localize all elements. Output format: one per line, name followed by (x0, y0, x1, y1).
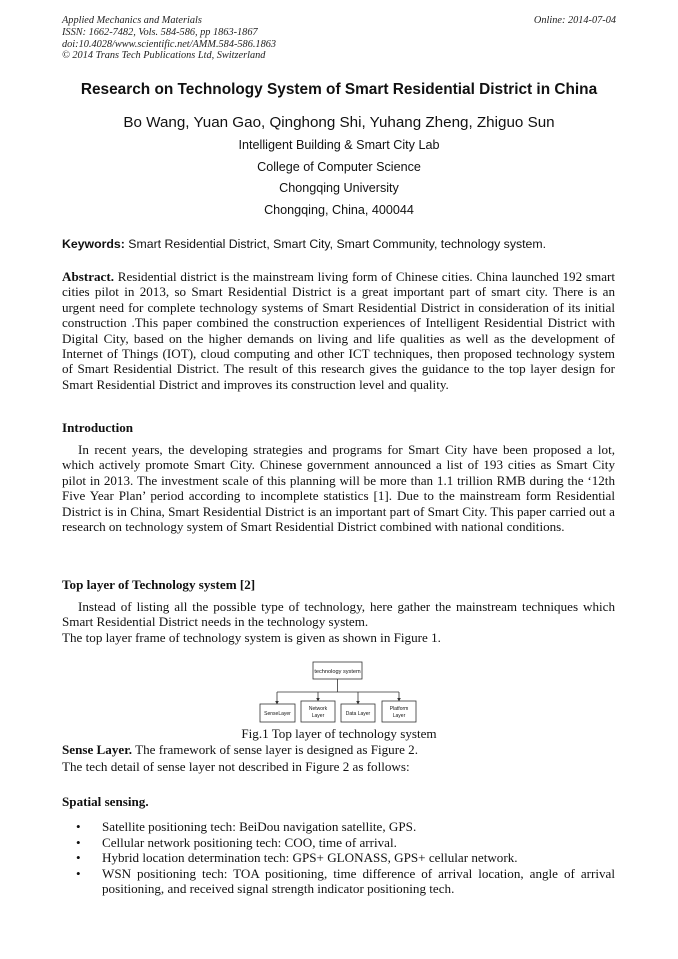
list-item-text: WSN positioning tech: TOA positioning, time difference of arrival location, angle of arrival positioning, and received signal strength indicator positioning tech. (102, 865, 615, 897)
list-item-text: Cellular network positioning tech: COO, time of arrival. (102, 834, 397, 850)
child-label-network-2: Layer (311, 713, 325, 719)
top-layer-figure-ref: The top layer frame of technology system is given as shown in Figure 1. (62, 630, 441, 645)
journal-header (62, 15, 276, 62)
sense-layer-label: Sense Layer. (62, 742, 133, 757)
paper-title: Research on Technology System of Smart Residential District in China (80, 81, 598, 98)
online-date: Online: 2014-07-04 (533, 15, 616, 26)
list-item-text: Hybrid location determination tech: GPS+ GLONASS, GPS+ cellular network. (102, 850, 518, 866)
introduction-text: In recent years, the developing strategies and programs for Smart City have been proposed a lot, which actively promote Smart City. Chinese government announced a list of 193 cities as Smart City pilot in 2013. The investment scale of this planning will be more than 1.1 trillion RMB during the ‘12th Five Year Plan’ period according to incomplete statistics [1]. Due to the mainstream form Residential District is in China, Smart Residential District is an important part of Smart City. This paper carried out a research on technology system of Smart Residential District combined with national conditions. (62, 442, 615, 535)
figure-1-caption: Fig.1 Top layer of technology system (241, 726, 437, 741)
figure-1-diagram (255, 661, 425, 727)
child-label-network-1: Network (308, 706, 328, 712)
affiliation-lab: Intelligent Building & Smart City Lab (238, 138, 440, 152)
affiliation-address: Chongqing, China, 400044 (264, 203, 414, 217)
bullet-marker: • (76, 865, 81, 881)
list-item (62, 835, 615, 851)
author-list: Bo Wang, Yuan Gao, Qinghong Shi, Yuhang Zheng, Zhiguo Sun (123, 114, 555, 131)
abstract-label: Abstract. (62, 269, 114, 284)
bullet-marker: • (76, 834, 81, 850)
child-label-platform-1: Platform (389, 706, 409, 712)
child-label-platform-2: Layer (392, 713, 406, 719)
affiliation-university: Chongqing University (279, 181, 399, 195)
affiliation-college: College of Computer Science (257, 160, 421, 174)
doi-line: doi:10.4028/www.scientific.net/AMM.584-586.1863 (62, 38, 277, 50)
sense-layer-text: The framework of sense layer is designed as Figure 2. (132, 742, 418, 757)
bullet-marker: • (76, 819, 81, 834)
abstract (62, 269, 615, 392)
keywords-label: Keywords: (62, 237, 125, 251)
top-layer-text: Instead of listing all the possible type of technology, here gather the mainstream techniques which Smart Residential District needs in the technology system. (62, 599, 615, 630)
issn-line: ISSN: 1662-7482, Vols. 584-586, pp 1863-1867 (62, 26, 258, 38)
list-item (62, 850, 615, 866)
bullet-marker: • (76, 850, 81, 866)
copyright-line: © 2014 Trans Tech Publications Ltd, Switzerland (62, 50, 266, 62)
sense-layer-line (62, 742, 622, 757)
keywords-text: Smart Residential District, Smart City, Smart Community, technology system. (124, 237, 547, 251)
sense-layer-detail: The tech detail of sense layer not described in Figure 2 as follows: (62, 759, 410, 774)
list-item (62, 866, 615, 897)
journal-name: Applied Mechanics and Materials (62, 15, 202, 26)
list-item-text: Satellite positioning tech: BeiDou navigation satellite, GPS. (102, 819, 417, 834)
root-label: technology system (314, 669, 361, 675)
child-label-data: Data Layer (345, 711, 371, 717)
top-layer-heading: Top layer of Technology system [2] (62, 577, 256, 592)
keywords (62, 237, 546, 251)
spatial-sensing-heading: Spatial sensing. (62, 794, 149, 809)
list-item (62, 819, 615, 835)
introduction-heading: Introduction (62, 420, 134, 435)
spatial-sensing-list (62, 819, 615, 897)
child-label-sense: SenseLayer (264, 711, 291, 717)
abstract-text: Residential district is the mainstream living form of Chinese cities. China launched 192 smart cities pilot in 2013, so Smart Residential District is a great important part of smart city. There is an urgent need for complete technology systems of Smart Residential District in consideration of its initial construction .This paper combined the construction experiences of Intelligent Residential District with Digital City, based on the higher demands on living and life qualities as well as the development of Internet of Things (IOT), cloud computing and other ICT techniques, then proposed technology system of Smart Residential District. The result of this research gives the guidance to the top layer design for Smart Residential District and improves its construction level and quality. (62, 269, 615, 392)
